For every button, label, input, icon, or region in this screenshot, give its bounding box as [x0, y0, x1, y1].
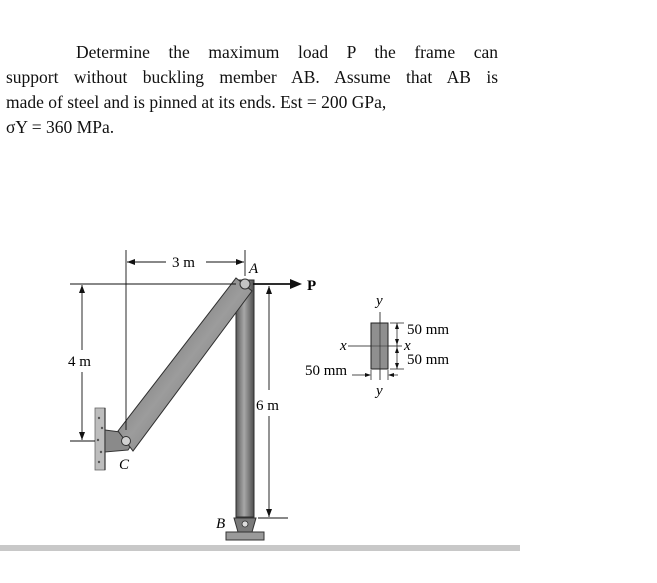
wall-support — [95, 408, 105, 470]
ground-line — [0, 545, 520, 551]
section-dim-upper: 50 mm — [407, 322, 450, 338]
section-axis-y-bottom: y — [376, 383, 383, 399]
section-dim-lower: 50 mm — [407, 352, 450, 368]
label-a: A — [249, 261, 259, 277]
dim-3m-label: 3 m — [172, 255, 195, 271]
dim-4m-label: 4 m — [68, 354, 91, 370]
label-c: C — [119, 457, 130, 473]
member-ca — [118, 278, 252, 451]
problem-line-3: made of steel and is pinned at its ends. Est = 200 GPa, — [6, 92, 387, 112]
load-arrowhead — [290, 279, 302, 289]
pin-c — [122, 437, 131, 446]
problem-line-4: σY = 360 MPa. — [6, 117, 115, 137]
load-label: P — [307, 278, 317, 294]
pin-support-b — [226, 518, 264, 540]
member-ab — [236, 280, 254, 517]
section-axis-x-left: x — [340, 338, 347, 354]
cross-section — [348, 312, 404, 380]
label-b: B — [216, 516, 226, 532]
problem-line-2: support without buckling member AB. Assume that AB is — [6, 67, 498, 87]
pin-a — [240, 279, 250, 289]
problem-line-1: Determine the maximum load P the frame can — [76, 42, 498, 62]
section-axis-y-top: y — [376, 293, 383, 309]
section-dim-width: 50 mm — [305, 363, 348, 379]
section-axis-x-right: x — [404, 338, 411, 354]
dim-6m-label: 6 m — [256, 398, 279, 414]
